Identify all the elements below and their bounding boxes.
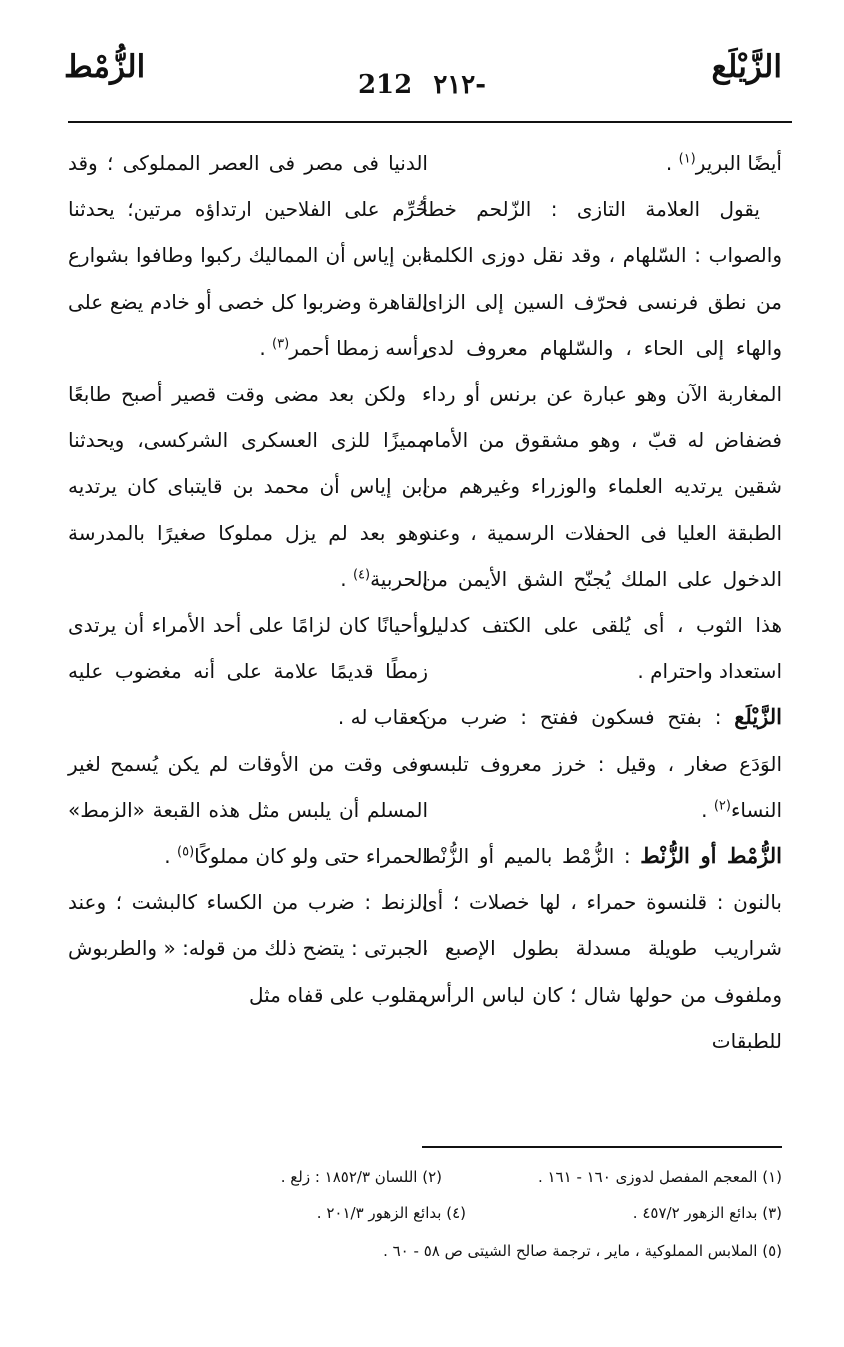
entry-paragraph: الزَّيْلَع : بفتح فسكون ففتح : ضرب من الوَدَع صغار ، وقيل : خرز معروف تلبسه النساء$^{(٢)}$ . [422, 704, 782, 822]
footnote-ref: (٤) [352, 567, 371, 583]
paragraph: يقول العلامة التازى : الزّلحم خطأ والصواب : السّلهام ، وقد نقل دوزى الكلمة من نطق فرنسى فحرّف السين إلى الزاى والهاء إلى الحاء ، والسّلهام معروف لدى المغاربة الآن وهو عبارة عن برنس أو رداء فضفاض له قبّ ، وهو مشقوق من الأمام شقين يرتديه العلماء والوزراء وغيرهم من الطبقة العليا فى الحفلات الرسمية ، وعند الدخول على الملك يُجنّح الشق الأيمن من هذا الثوب ، أى يُلقى على الكتف كدليل استعداد واحترام . [422, 197, 782, 684]
footnote-ref: (١) [678, 151, 696, 167]
paragraph: ولكن بعد مضى وقت قصير أصبح طابعًا مميزًا للزى العسكرى الشركسى، ويحدثنا ابن إياس أن محمد بن قايتباى كان يرتديه وهو بعد لم يزل مملوكا صغيرًا بالمدرسة الحربية$^{(٤)}$ . [68, 382, 428, 591]
page-number-latin: 212 [357, 70, 413, 100]
entry-term: الزُّمْط أو الزُّنْط [640, 843, 782, 869]
entry-paragraph: الزُّمْط أو الزُّنْط : الزُّمْط بالميم أو الزُّنْط بالنون : قلنسوة حمراء ، لها خصلات ؛ أى شراريب طويلة مسدلة بطول الإصبع ، وملفوف من حولها شال ؛ كان لباس الرأس للطبقات [422, 843, 782, 1053]
footnote-1: (١) المعجم المفصل لدوزى ١٦٠ - ١٦١ . [537, 1168, 782, 1186]
footnote-ref: (٣) [272, 336, 290, 352]
paragraph: وفى وقت من الأوقات لم يكن يُسمح لغير المسلم أن يلبس مثل هذه القبعة «الزمط» الحمراء حتى ولو كان مملوكًا$^{(٥)}$ . [68, 751, 428, 869]
paragraph: الدنيا فى مصر فى العصر المملوكى ؛ وقد حُرِّم على الفلاحين ارتداؤه مرتين؛ يحدثنا ابن إياس أن المماليك ركبوا وطافوا بشوارع القاهرة وضربوا كل خصى أو خادم يضع على رأسه زمطا أحمر$^{(٣)}$ . [68, 151, 428, 360]
right-column [422, 140, 782, 1064]
header-entry-left: الزُّمْط [64, 49, 146, 85]
footnote-3: (٣) بدائع الزهور ٤٥٧/٢ . [632, 1204, 782, 1222]
left-column [68, 140, 428, 1018]
paragraph: الزنط : ضرب من الكساء كالبشت ؛ وعند الجبرتى : يتضح ذلك من قوله: « والطربوش مقلوب على قفاه مثل [68, 890, 428, 1007]
page-number-arabic: ٢١٢- [433, 70, 487, 100]
footnote-2: (٢) اللسان ١٨٥٢/٣ : زلع . [280, 1168, 442, 1186]
paragraph: أيضًا البرير$^{(١)}$ . [665, 151, 782, 175]
entry-term: الزَّيْلَع [734, 704, 782, 730]
footnote-4: (٤) بدائع الزهور ٢٠١/٣ . [316, 1204, 466, 1222]
paragraph: وأحيانًا كان لزامًا على أحد الأمراء أن يرتدى زمطًا قديمًا علامة على أنه مغضوب عليه كعقاب له . [68, 613, 428, 730]
header-rule [68, 121, 792, 123]
footnote-5: (٥) الملابس المملوكية ، ماير ، ترجمة صالح الشيتى ص ٥٨ - ٦٠ . [383, 1242, 782, 1260]
footnote-rule [422, 1146, 782, 1148]
footnote-ref: (٥) [177, 844, 195, 860]
footnote-ref: (٢) [713, 798, 731, 814]
header-entry-right: الزَّيْلَع [711, 49, 782, 85]
